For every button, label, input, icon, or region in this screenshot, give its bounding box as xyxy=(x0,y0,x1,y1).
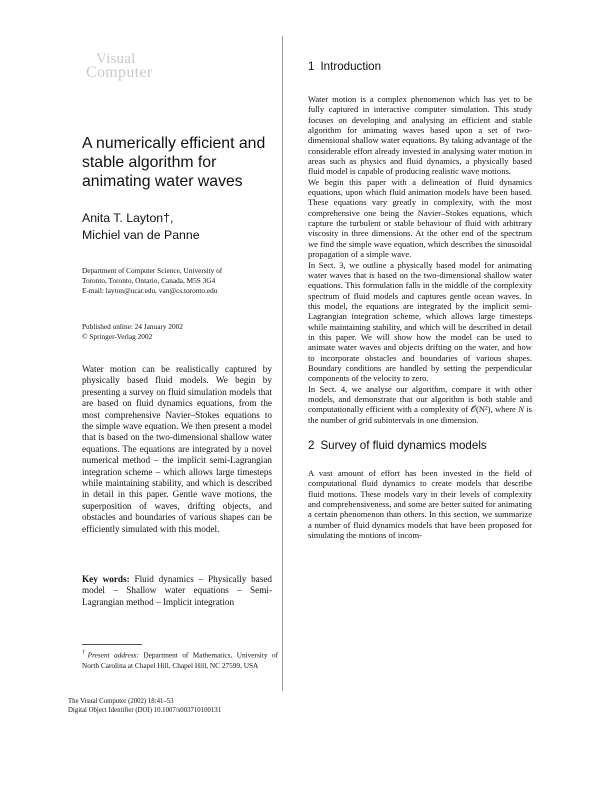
copyright: © Springer-Verlag 2002 xyxy=(82,332,153,342)
affiliation xyxy=(82,266,282,297)
author-1 xyxy=(82,210,282,227)
author-list xyxy=(82,210,282,244)
intro-paragraph-4 xyxy=(308,384,532,425)
author-1-mark: †, xyxy=(163,211,174,225)
footnote-rule xyxy=(82,644,142,645)
intro-paragraph-1: Water motion is a complex phenomenon which has yet to be fully captured in interactive computer simulation. This study focuses on developing and analysing an efficient and stable algorithm for animating waves based upon a set of two-dimensional shallow water equations. By taking advantage of the considerable effort already invested in analysing water motion in areas such as physics and fluid dynamics, a physically based fluid model is capable of producing realistic wave motions. xyxy=(308,94,532,177)
section-number-1: 1 xyxy=(308,60,315,73)
section-number-2: 2 xyxy=(308,439,315,452)
published-date: Published online: 24 January 2002 xyxy=(82,322,183,331)
intro-p4-part-c: , where xyxy=(490,404,519,415)
footnote xyxy=(82,648,278,671)
journal-footer xyxy=(68,697,282,716)
footnote-text: Department of Mathematics, University of North Carolina at Chapel Hill, Chapel Hill, NC 27599, USA xyxy=(82,650,278,670)
author-2 xyxy=(82,227,282,244)
intro-p4-part-a: In Sect. 4, we analyse our algorithm, compare it with other models, and demonstrate that our algorithm is both stable and computationally efficient with a complexity of xyxy=(308,383,532,415)
journal-citation: The Visual Computer (2002) 18:41–53 xyxy=(68,698,174,705)
title-panel xyxy=(68,36,283,691)
variable-n: N xyxy=(518,404,524,415)
journal-doi: Digital Object Identifier (DOI) 10.1007/s003710100131 xyxy=(68,707,222,715)
section-heading-survey xyxy=(308,439,532,453)
body-column xyxy=(308,56,532,540)
keywords-label: Key words: xyxy=(82,574,130,584)
affiliation-line-1: Department of Computer Science, University of xyxy=(82,266,223,275)
affiliation-email: E-mail: layton@ucar.edu, van@cs.toronto.edu xyxy=(82,286,218,296)
complexity-formula: 𝒪(N²) xyxy=(470,404,491,415)
keywords xyxy=(82,574,272,608)
introduction-body xyxy=(308,94,532,425)
affiliation-line-2: Toronto, Toronto, Ontario, Canada, M5S 3G4 xyxy=(82,276,216,286)
logo-line-visual: Visual xyxy=(96,51,136,67)
section-title-2: Survey of fluid dynamics models xyxy=(320,439,487,452)
intro-paragraph-2: We begin this paper with a delineation of fluid dynamics equations, upon which fluid animation models have been based. These equations vary greatly in complexity, with the most comprehensive one being the Navier–Stokes equations, which capture the turbulent or stable behaviour of fluid with arbitrary viscosity in three dimensions. At the other end of the spectrum we find the simple wave equation, which describes the sinusoidal propagation of a simple wave. xyxy=(308,176,532,260)
intro-p4-part-e: is the number of grid subintervals in one dimension. xyxy=(308,404,532,425)
publication-info xyxy=(82,322,282,342)
logo-line-computer: Computer xyxy=(86,64,153,81)
footnote-label: Present address: xyxy=(87,650,139,660)
keywords-text: Fluid dynamics – Physically based model – Shallow water equations – Semi-Lagrangian method – Implicit integration xyxy=(82,574,273,607)
section-title-1: Introduction xyxy=(320,60,382,73)
paper-title: A numerically efficient and stable algorithm for animating water waves xyxy=(82,135,266,190)
abstract: Water motion can be realistically captured by physically based fluid models. We begin by presenting a survey on fluid simulation models that are based on fluid dynamics equations, from the most comprehensive Navier–Stokes equations to the simple wave equation. We then present a model that is based on the two-dimensional shallow water equations. The equations are integrated by a novel numerical method – the implicit semi-Lagrangian integration scheme – which allows large timesteps while maintaining stability, and which is described in detail in this paper. Gentle wave motions, the superposition of waves, drifting objects, and obstacles and boundaries of various shapes can be efficiently simulated with this model. xyxy=(82,364,272,534)
section-heading-introduction xyxy=(308,60,532,74)
author-1-name: Anita T. Layton xyxy=(82,211,164,225)
intro-paragraph-3: In Sect. 3, we outline a physically based model for animating water waves that is based on the two-dimensional shallow water equations. This formulation falls in the middle of the complexity spectrum of fluid models and captures gentle ocean waves. In this model, the equations are integrated by the implicit semi-Lagrangian integration scheme, which allows large timesteps while maintaining stability, and which will be described in detail in this paper. We will show how the model can be used to animate water waves and objects drifting on the water, and how to incorporate obstacles and boundaries of various shapes. Boundary conditions are handled by setting the perpendicular components of the velocity to zero. xyxy=(308,259,532,384)
survey-body xyxy=(308,468,532,540)
survey-paragraph-1: A vast amount of effort has been invested in the field of computational fluid dynamics to create models that describe fluid motions. These models vary in their levels of complexity and comprehensiveness, and some are better suited for animating a certain phenomenon than others. In this section, we summarize a number of fluid dynamics models that have been proposed for simulating the motions of incom- xyxy=(308,468,532,541)
author-2-name: Michiel van de Panne xyxy=(82,228,200,242)
journal-logo xyxy=(86,52,152,80)
footnote-mark: † xyxy=(82,650,88,656)
